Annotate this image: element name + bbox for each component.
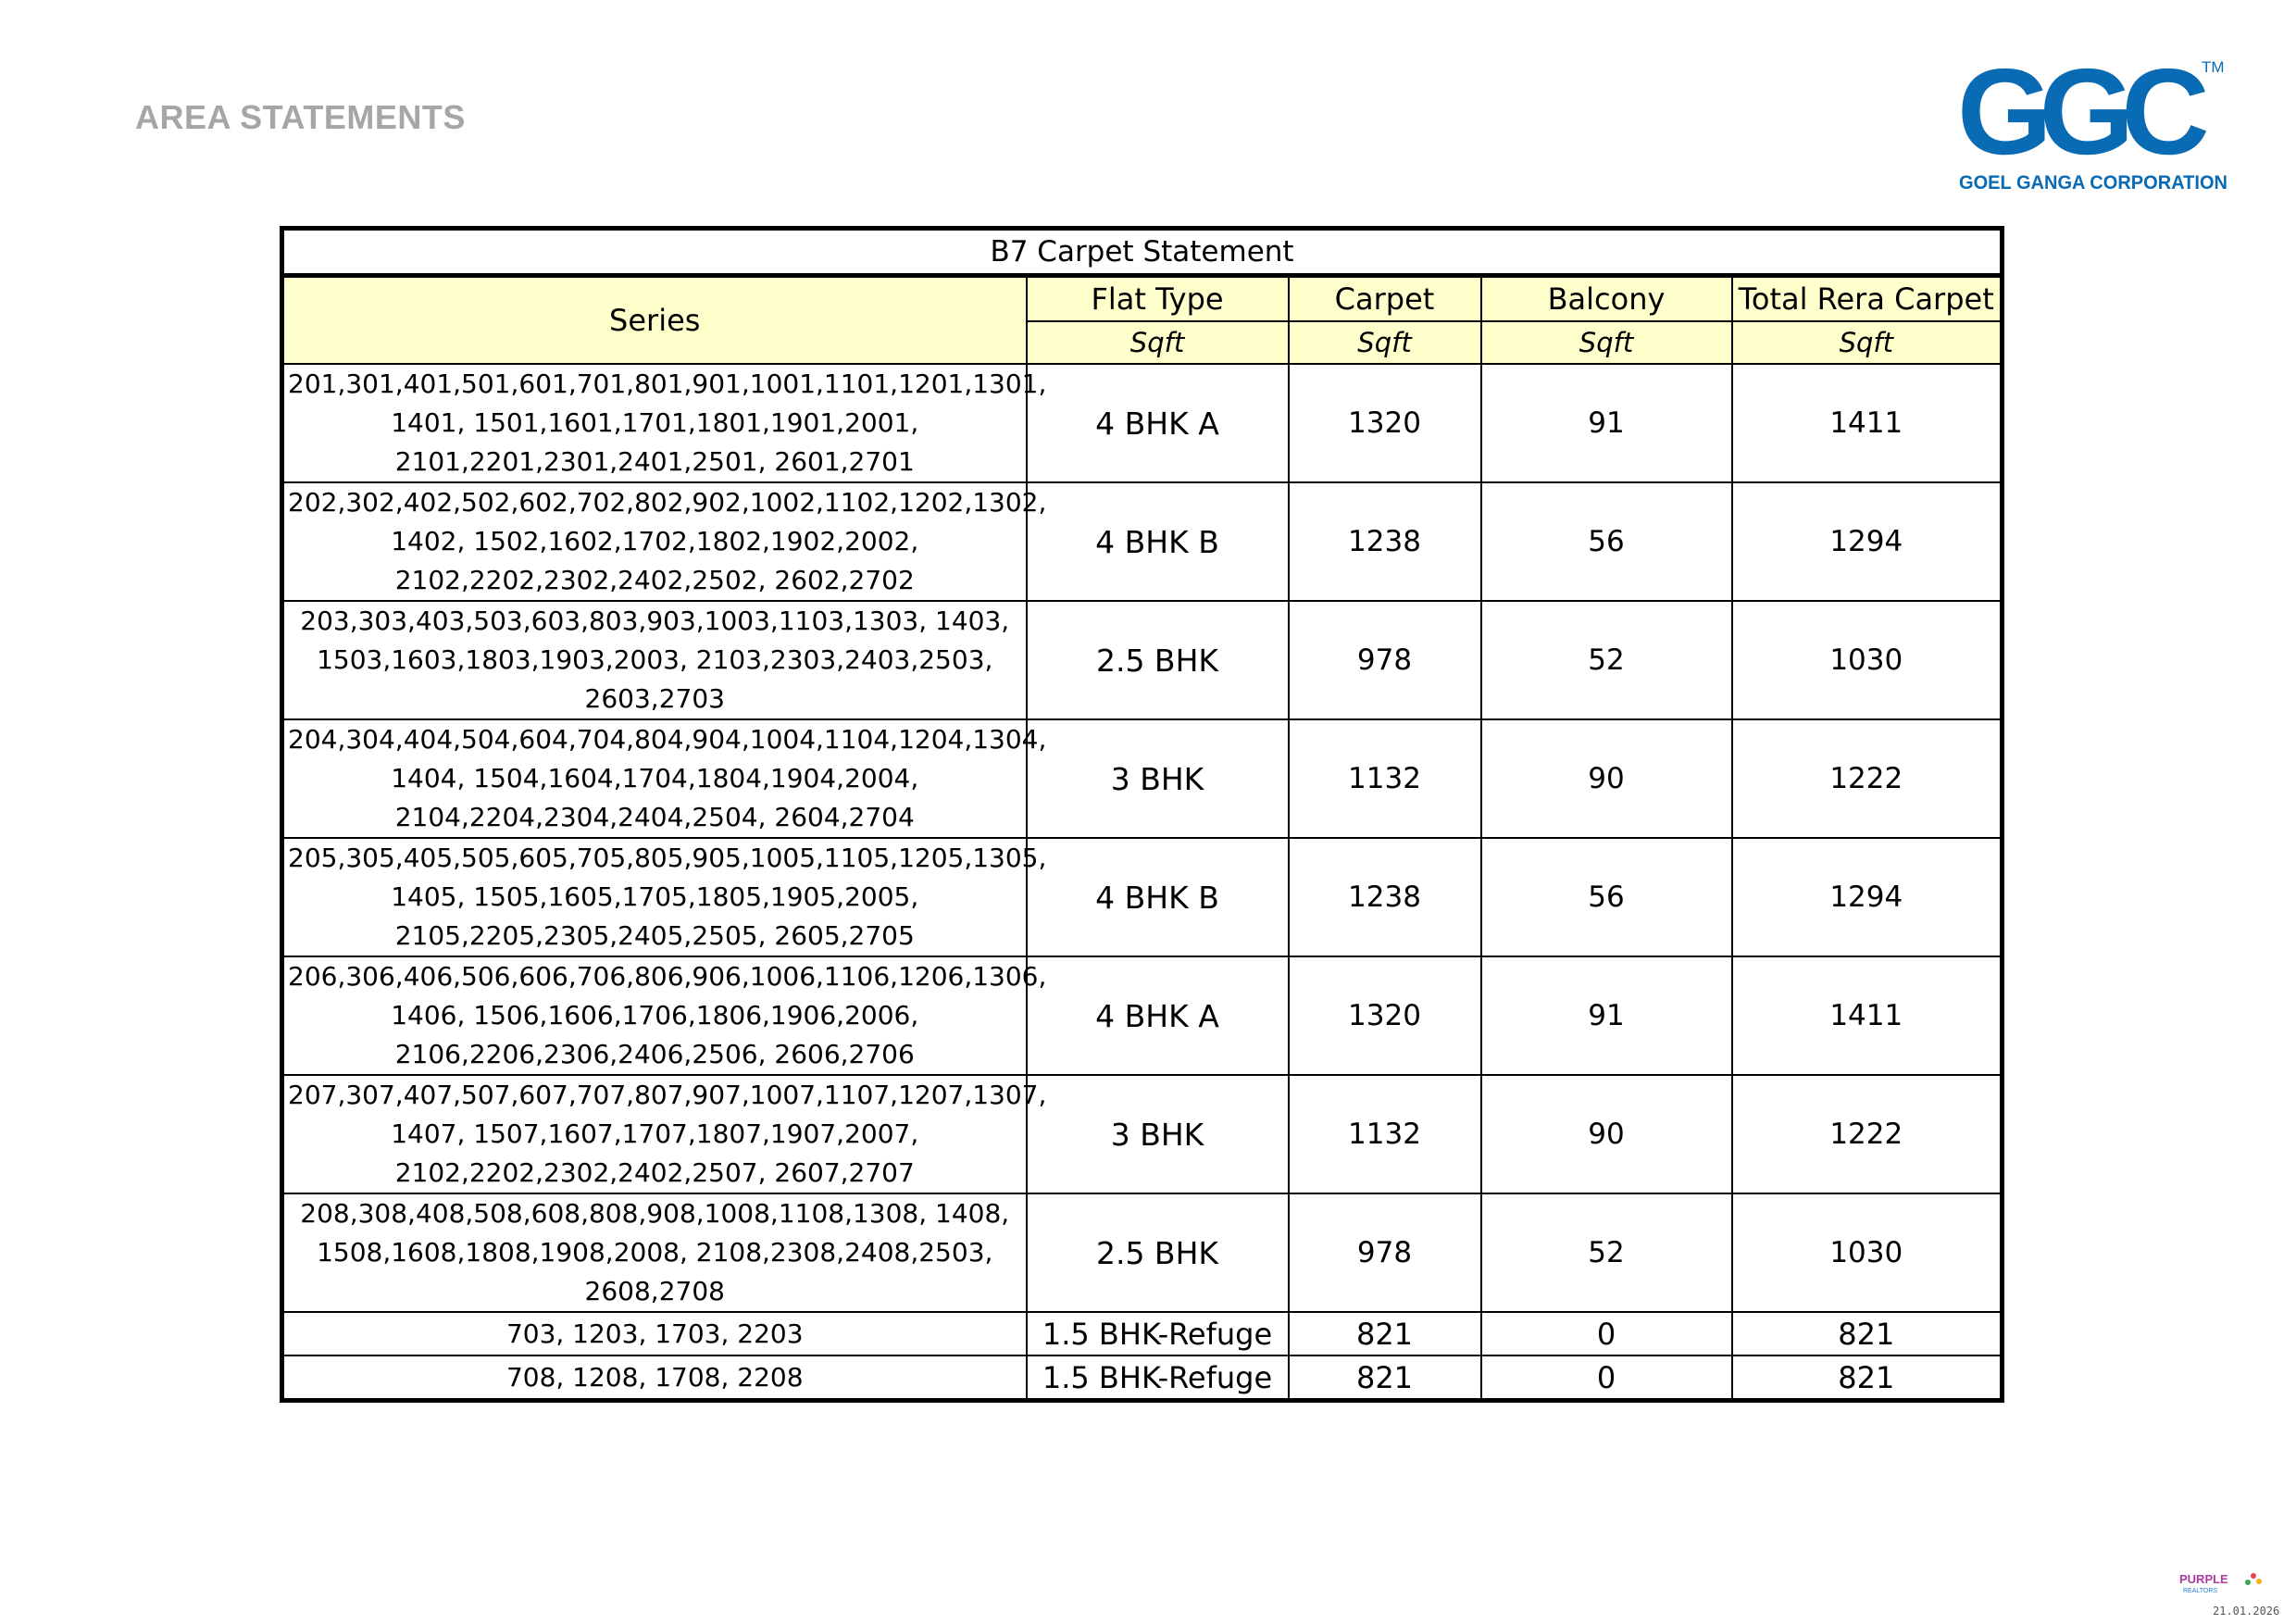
series-cell — [282, 838, 1047, 956]
carpet-cell: 821 — [1289, 1312, 1481, 1355]
total-rera-carpet-cell: 1294 — [1732, 482, 2003, 601]
logo-company-name: GOEL GANGA CORPORATION — [1959, 172, 2227, 194]
flat-type-cell: 1.5 BHK-Refuge — [1027, 1312, 1289, 1355]
flat-type-cell: 4 BHK B — [1027, 838, 1289, 956]
logo-trademark: TM — [2202, 58, 2225, 76]
total-rera-carpet-cell: 1222 — [1732, 1075, 2003, 1193]
carpet-cell: 821 — [1289, 1355, 1481, 1401]
table-row — [282, 482, 2003, 601]
series-line: 2603,2703 — [584, 683, 725, 714]
flat-type-cell: 4 BHK A — [1027, 956, 1289, 1075]
table-body — [282, 364, 2003, 1401]
carpet-cell: 978 — [1289, 601, 1481, 719]
total-rera-carpet-cell: 1294 — [1732, 838, 2003, 956]
flat-type-cell: 3 BHK — [1027, 719, 1289, 838]
series-line: 1503,1603,1803,1903,2003, 2103,2303,2403,2503, — [317, 644, 993, 675]
balcony-cell: 91 — [1481, 956, 1732, 1075]
series-line: 703, 1203, 1703, 2203 — [505, 1318, 804, 1349]
total-rera-carpet-cell: 1222 — [1732, 719, 2003, 838]
watermark-sub: REALTORS — [2183, 1588, 2218, 1594]
header-carpet: Carpet — [1289, 276, 1481, 322]
series-cell — [282, 719, 1047, 838]
series-line: 2104,2204,2304,2404,2504, 2604,2704 — [394, 802, 915, 832]
balcony-cell: 56 — [1481, 482, 1732, 601]
series-line: 2102,2202,2302,2402,2507, 2607,2707 — [394, 1157, 915, 1188]
balcony-cell: 90 — [1481, 1075, 1732, 1193]
series-line: 1508,1608,1808,1908,2008, 2108,2308,2408,2503, — [317, 1237, 993, 1268]
series-cell — [282, 1075, 1047, 1193]
series-cell — [282, 364, 1047, 482]
total-rera-carpet-cell: 1030 — [1732, 1193, 2003, 1312]
series-line: 202,302,402,502,602,702,802,902,1002,1102,1202,1302, — [288, 487, 1047, 518]
series-line: 2102,2202,2302,2402,2502, 2602,2702 — [394, 565, 915, 595]
header-unit: Sqft — [1027, 321, 1289, 364]
table-row — [282, 1075, 2003, 1193]
flat-type-cell: 2.5 BHK — [1027, 1193, 1289, 1312]
total-rera-carpet-cell: 1411 — [1732, 364, 2003, 482]
watermark-date: 21.01.2026 — [2213, 1605, 2280, 1618]
logo-letters: GGC — [1957, 54, 2197, 180]
carpet-cell: 978 — [1289, 1193, 1481, 1312]
table-row — [282, 1355, 2003, 1401]
company-logo — [1953, 54, 2231, 194]
table-row — [282, 364, 2003, 482]
series-line: 2105,2205,2305,2405,2505, 2605,2705 — [394, 920, 915, 951]
carpet-cell: 1320 — [1289, 364, 1481, 482]
series-line: 1402, 1502,1602,1702,1802,1902,2002, — [391, 526, 919, 556]
carpet-cell: 1320 — [1289, 956, 1481, 1075]
watermark-brand: PURPLE — [2179, 1572, 2228, 1586]
balcony-cell: 56 — [1481, 838, 1732, 956]
series-cell — [282, 1312, 1027, 1355]
balcony-cell: 90 — [1481, 719, 1732, 838]
carpet-statement-table — [280, 226, 2004, 1403]
header-unit: Sqft — [1481, 321, 1732, 364]
page-heading: AREA STATEMENTS — [135, 98, 466, 136]
carpet-cell: 1238 — [1289, 482, 1481, 601]
balcony-cell: 0 — [1481, 1355, 1732, 1401]
series-line: 204,304,404,504,604,704,804,904,1004,1104,1204,1304, — [288, 724, 1047, 755]
total-rera-carpet-cell: 821 — [1732, 1355, 2003, 1401]
header-unit: Sqft — [1289, 321, 1481, 364]
series-cell — [282, 482, 1047, 601]
table-row — [282, 956, 2003, 1075]
carpet-cell: 1132 — [1289, 1075, 1481, 1193]
series-line: 207,307,407,507,607,707,807,907,1007,1107,1207,1307, — [288, 1080, 1047, 1110]
header-series: Series — [282, 276, 1027, 365]
balcony-cell: 52 — [1481, 1193, 1732, 1312]
total-rera-carpet-cell: 821 — [1732, 1312, 2003, 1355]
flat-type-cell: 4 BHK B — [1027, 482, 1289, 601]
series-line: 708, 1208, 1708, 2208 — [505, 1361, 804, 1393]
series-line: 205,305,405,505,605,705,805,905,1005,1105,1205,1305, — [288, 843, 1047, 873]
header-unit: Sqft — [1732, 321, 2003, 364]
series-line: 208,308,408,508,608,808,908,1008,1108,1308, 1408, — [300, 1198, 1010, 1229]
flat-type-cell: 3 BHK — [1027, 1075, 1289, 1193]
series-line: 1407, 1507,1607,1707,1807,1907,2007, — [391, 1118, 919, 1149]
balcony-cell: 52 — [1481, 601, 1732, 719]
series-line: 2101,2201,2301,2401,2501, 2601,2701 — [394, 446, 915, 477]
series-cell — [282, 601, 1027, 719]
series-line: 201,301,401,501,601,701,801,901,1001,1101,1201,1301, — [288, 369, 1047, 399]
series-line: 206,306,406,506,606,706,806,906,1006,1106,1206,1306, — [288, 961, 1047, 992]
carpet-cell: 1238 — [1289, 838, 1481, 956]
total-rera-carpet-cell: 1030 — [1732, 601, 2003, 719]
total-rera-carpet-cell: 1411 — [1732, 956, 2003, 1075]
series-line: 203,303,403,503,603,803,903,1003,1103,1303, 1403, — [300, 606, 1010, 636]
header-total-rera-carpet: Total Rera Carpet — [1732, 276, 2003, 322]
series-line: 1404, 1504,1604,1704,1804,1904,2004, — [391, 763, 919, 793]
series-cell — [282, 1355, 1027, 1401]
flat-type-cell: 2.5 BHK — [1027, 601, 1289, 719]
table-row — [282, 719, 2003, 838]
header-flat-type: Flat Type — [1027, 276, 1289, 322]
series-line: 2106,2206,2306,2406,2506, 2606,2706 — [394, 1039, 915, 1069]
series-line: 1405, 1505,1605,1705,1805,1905,2005, — [391, 881, 919, 912]
series-line: 1401, 1501,1601,1701,1801,1901,2001, — [391, 407, 919, 438]
table-title: B7 Carpet Statement — [282, 229, 2003, 276]
header-balcony: Balcony — [1481, 276, 1732, 322]
series-line: 2608,2708 — [584, 1276, 725, 1306]
table-row — [282, 1193, 2003, 1312]
table-row — [282, 601, 2003, 719]
ggc-logo-icon — [1953, 54, 2231, 194]
series-cell — [282, 1193, 1027, 1312]
series-line: 1406, 1506,1606,1706,1806,1906,2006, — [391, 1000, 919, 1031]
series-cell — [282, 956, 1047, 1075]
watermark-star-icon — [2251, 1573, 2256, 1579]
table-row — [282, 1312, 2003, 1355]
balcony-cell: 91 — [1481, 364, 1732, 482]
table-row — [282, 838, 2003, 956]
flat-type-cell: 4 BHK A — [1027, 364, 1289, 482]
carpet-statement-table-wrap — [280, 226, 2000, 1403]
flat-type-cell: 1.5 BHK-Refuge — [1027, 1355, 1289, 1401]
balcony-cell: 0 — [1481, 1312, 1732, 1355]
carpet-cell: 1132 — [1289, 719, 1481, 838]
